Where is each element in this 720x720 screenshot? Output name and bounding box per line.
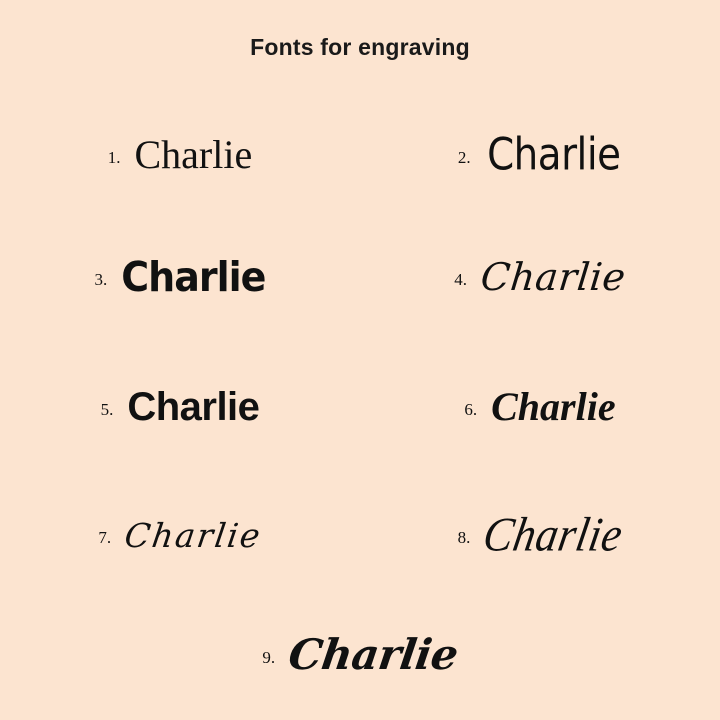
- font-sample-grid: [0, 95, 720, 695]
- font-option-4-number: 4.: [454, 270, 468, 289]
- font-sample-row: [0, 475, 720, 595]
- font-option-3-sample: Charlie: [121, 253, 266, 301]
- font-option-5-number: 5.: [100, 400, 114, 419]
- font-option-9[interactable]: [0, 595, 720, 715]
- font-option-6-sample: Charlie: [491, 384, 616, 429]
- font-option-6[interactable]: [360, 347, 720, 467]
- font-option-4[interactable]: [360, 217, 720, 337]
- font-option-4-sample: Charlie: [478, 255, 629, 299]
- font-sample-row: [0, 595, 720, 715]
- font-option-7[interactable]: [0, 475, 360, 595]
- font-option-9-number: 9.: [262, 648, 276, 667]
- font-option-8-sample: Charlie: [479, 507, 628, 562]
- font-sample-row: [0, 217, 720, 337]
- font-option-5[interactable]: [0, 347, 360, 467]
- font-option-3-number: 3.: [94, 270, 108, 289]
- font-option-5-sample: Charlie: [127, 385, 260, 429]
- font-option-1-sample: Charlie: [134, 132, 253, 177]
- font-option-1[interactable]: [0, 95, 360, 215]
- font-option-2[interactable]: [360, 95, 720, 215]
- font-option-8-number: 8.: [457, 528, 471, 547]
- font-option-6-number: 6.: [464, 400, 478, 419]
- font-option-3[interactable]: [0, 217, 360, 337]
- font-option-9-sample: Charlie: [285, 630, 462, 679]
- font-option-7-sample: Charlie: [122, 515, 265, 555]
- font-option-2-number: 2.: [457, 148, 471, 167]
- font-option-2-sample: Charlie: [486, 129, 621, 181]
- font-option-8[interactable]: [360, 475, 720, 595]
- font-sample-row: [0, 347, 720, 467]
- font-sample-row: [0, 95, 720, 215]
- font-option-7-number: 7.: [98, 528, 112, 547]
- page-title: Fonts for engraving: [250, 34, 470, 60]
- font-option-1-number: 1.: [107, 148, 121, 167]
